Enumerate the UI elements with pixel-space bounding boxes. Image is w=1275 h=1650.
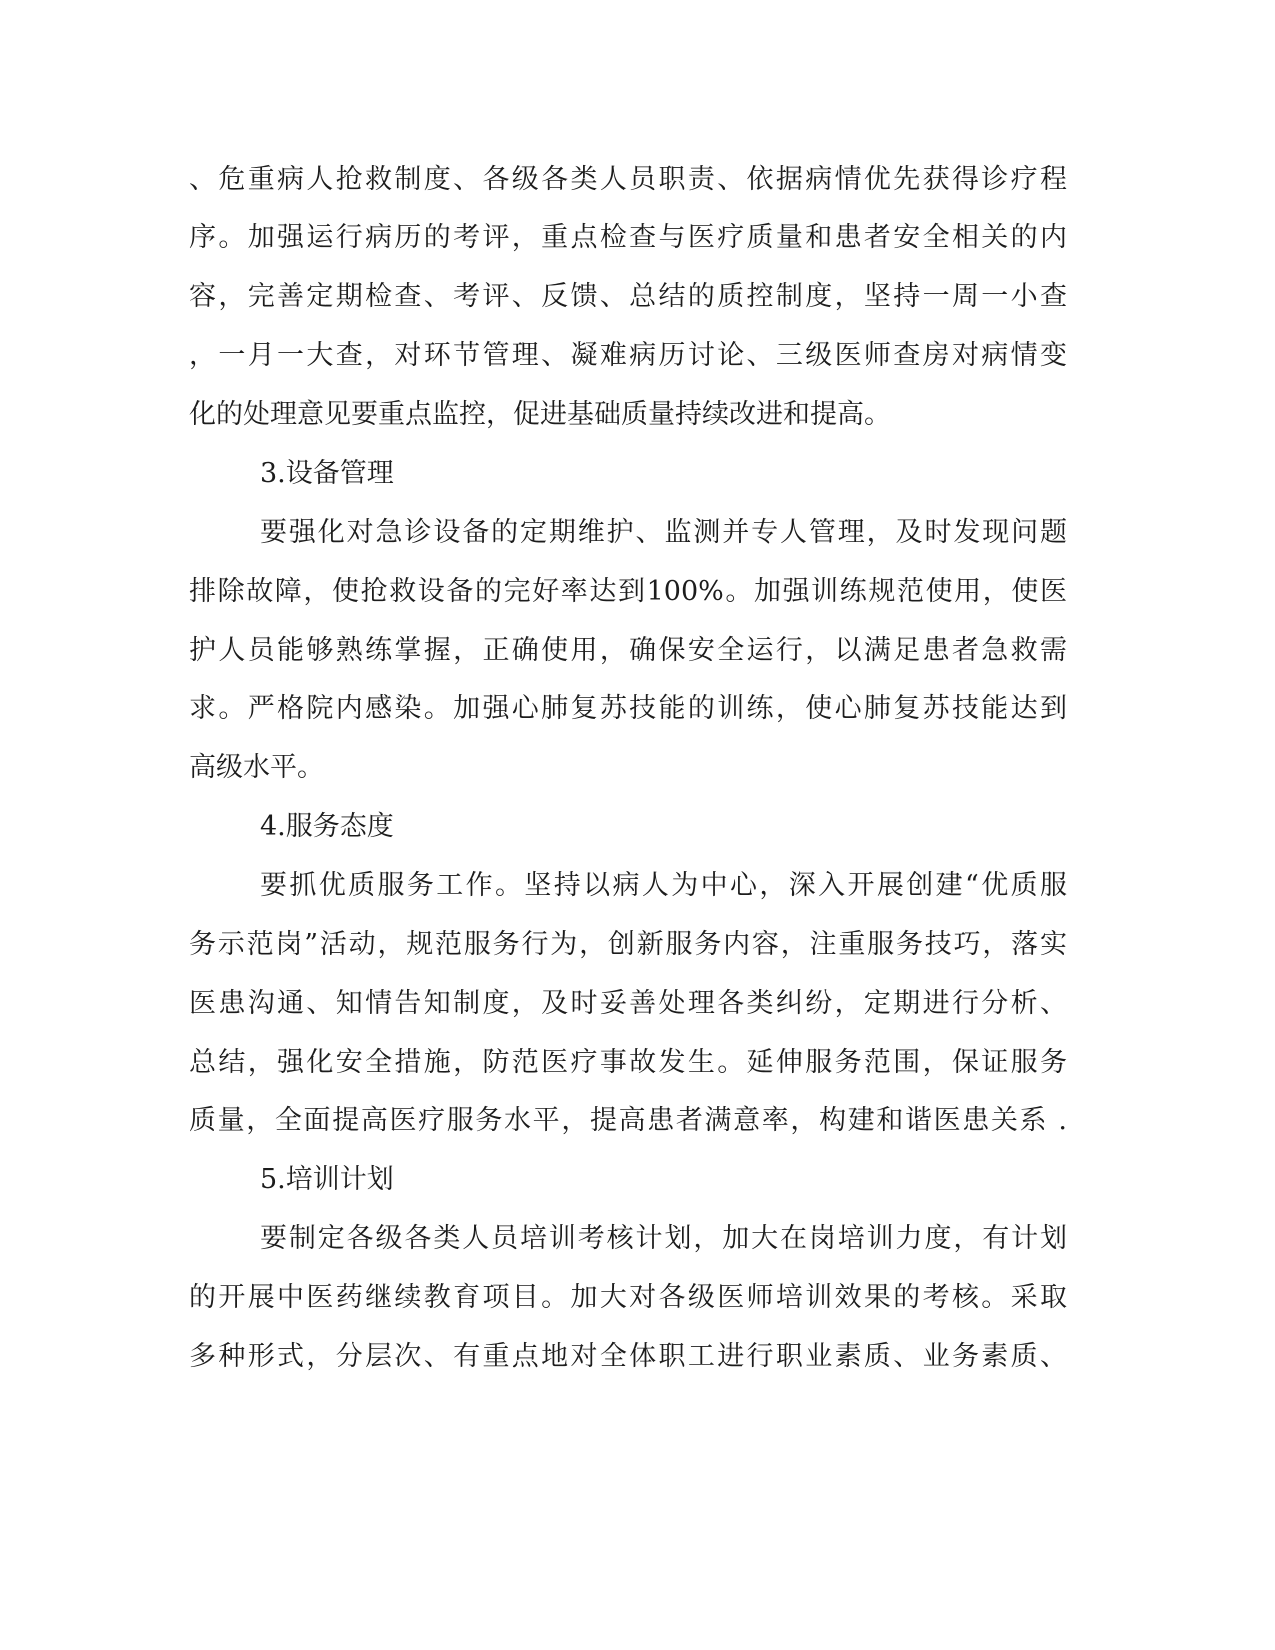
paragraph-line (0, 984, 1275, 1024)
line-text: 多种形式，分层次、有重点地对全体职工进行职业素质、业务素质、 (189, 1341, 1067, 1372)
paragraph-line (0, 1219, 1275, 1259)
paragraph-line (0, 336, 1275, 376)
line-text: 护人员能够熟练掌握，正确使用，确保安全运行，以满足患者急救需 (189, 635, 1067, 666)
line-text: 排除故障，使抢救设备的完好率达到100%。加强训练规范使用，使医 (189, 576, 1067, 607)
section-heading (0, 1160, 1275, 1200)
heading-text: 3.设备管理 (260, 458, 394, 489)
paragraph-line (0, 689, 1275, 729)
paragraph-line (0, 160, 1275, 200)
paragraph-line (0, 513, 1275, 553)
paragraph-line (0, 631, 1275, 671)
heading-text: 5.培训计划 (260, 1164, 394, 1195)
section-heading (0, 807, 1275, 847)
line-text: 要强化对急诊设备的定期维护、监测并专人管理，及时发现问题 (260, 517, 1067, 548)
line-text: 总结，强化安全措施，防范医疗事故发生。延伸服务范围，保证服务 (189, 1047, 1067, 1078)
paragraph-line (0, 1337, 1275, 1377)
line-text: ，一月一大查，对环节管理、凝难病历讨论、三级医师查房对病情变 (189, 340, 1067, 371)
paragraph-line (0, 395, 1275, 435)
line-text: 医患沟通、知情告知制度，及时妥善处理各类纠纷，定期进行分析、 (189, 988, 1067, 1019)
paragraph-line (0, 572, 1275, 612)
section-heading (0, 454, 1275, 494)
line-text: 、危重病人抢救制度、各级各类人员职责、依据病情优先获得诊疗程 (189, 164, 1067, 195)
paragraph-line (0, 866, 1275, 906)
line-text: 高级水平。 (189, 752, 324, 783)
line-text: 务示范岗”活动，规范服务行为，创新服务内容，注重服务技巧，落实 (189, 929, 1067, 960)
line-text: 质量，全面提高医疗服务水平，提高患者满意率，构建和谐医患关系 . (189, 1105, 1067, 1136)
paragraph-line (0, 1101, 1275, 1141)
paragraph-line (0, 218, 1275, 258)
line-text: 要制定各级各类人员培训考核计划，加大在岗培训力度，有计划 (260, 1223, 1067, 1254)
line-text: 序。加强运行病历的考评，重点检查与医疗质量和患者安全相关的内 (189, 222, 1067, 253)
heading-text: 4.服务态度 (260, 811, 394, 842)
line-text: 化的处理意见要重点监控，促进基础质量持续改进和提高。 (189, 399, 891, 430)
line-text: 要抓优质服务工作。坚持以病人为中心，深入开展创建“优质服 (260, 870, 1067, 901)
paragraph-line (0, 925, 1275, 965)
paragraph-line (0, 1043, 1275, 1083)
line-text: 求。严格院内感染。加强心肺复苏技能的训练，使心肺复苏技能达到 (189, 693, 1067, 724)
line-text: 容，完善定期检查、考评、反馈、总结的质控制度，坚持一周一小查 (189, 281, 1067, 312)
paragraph-line (0, 277, 1275, 317)
line-text: 的开展中医药继续教育项目。加大对各级医师培训效果的考核。采取 (189, 1282, 1067, 1313)
paragraph-line (0, 748, 1275, 788)
paragraph-line (0, 1278, 1275, 1318)
